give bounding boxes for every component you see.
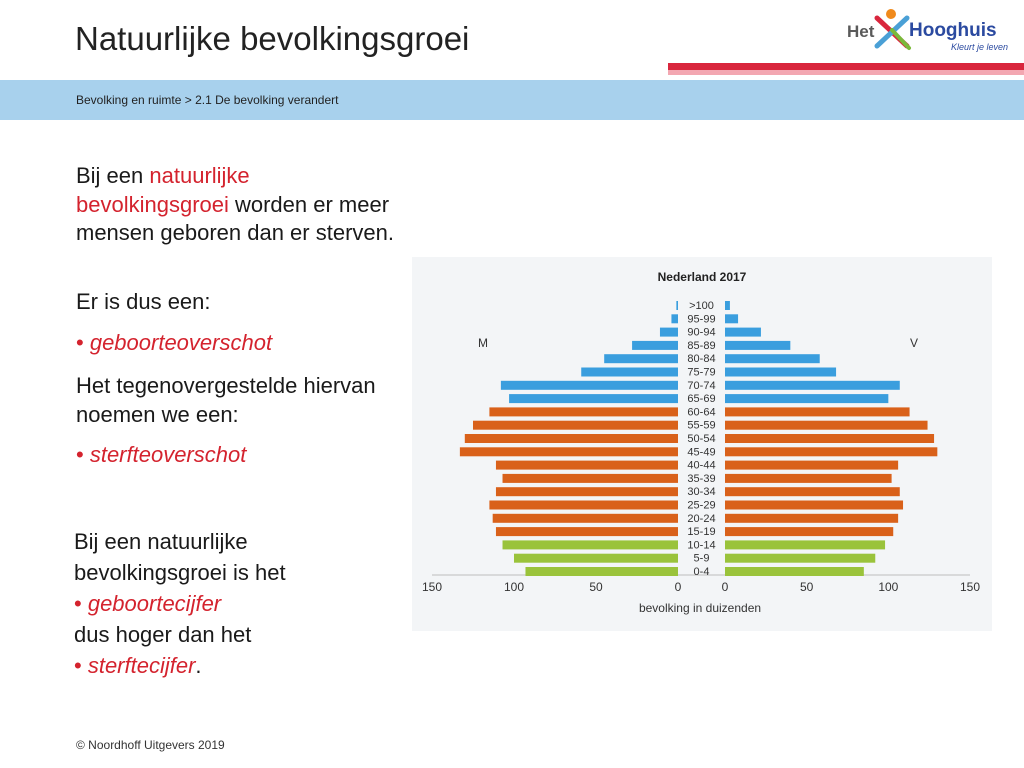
chart-right-label: V [909,336,919,350]
age-group-label: 5-9 [693,552,710,565]
bar-female-50-54 [725,434,934,443]
summary-line-2: bevolkingsgroei is het [74,560,286,585]
bullet-text: geboorteoverschot [89,330,273,355]
age-group-label: 60-64 [687,406,716,419]
bullet-dot: • [76,442,84,467]
logo-person-icon [873,8,913,52]
bar-male-50-54 [465,434,678,443]
age-group-label: 65-69 [687,393,716,406]
bar-male-65-69 [509,394,678,403]
bar-female-5-9 [725,554,875,563]
intro-paragraph [76,162,396,248]
bar-male-5-9 [514,554,678,563]
logo-tagline: Kleurt je leven [951,42,1009,52]
breadcrumb: Bevolking en ruimte > 2.1 De bevolking verandert [76,93,339,107]
summary-paragraph [74,526,286,681]
bullet-geboorteoverschot [76,330,272,356]
age-group-label: 15-19 [687,526,716,539]
bar-female->100 [725,301,730,310]
bar-male-15-19 [496,527,678,536]
age-group-label: 80-84 [687,353,716,366]
summary-line-1: Bij een natuurlijke [74,529,248,554]
bar-male-0-4 [525,567,678,576]
bullet-dot: • [76,330,84,355]
bar-female-40-44 [725,461,898,470]
bar-female-80-84 [725,354,820,363]
chart-title: Nederland 2017 [657,270,747,284]
bullet-dot: • [74,653,82,678]
population-pyramid-chart [412,257,992,631]
age-group-label: 50-54 [687,433,716,445]
bar-male-90-94 [660,328,678,337]
bar-male-35-39 [503,474,678,483]
bar-female-85-89 [725,341,790,350]
bar-female-70-74 [725,381,900,390]
x-tick-left: 150 [421,580,443,594]
age-group-label: 90-94 [687,326,716,339]
bar-female-35-39 [725,474,892,483]
bar-female-60-64 [725,407,910,416]
summary-bullet-geboortecijfer [74,588,286,619]
bar-female-30-34 [725,487,900,496]
age-group-label: 70-74 [687,379,716,392]
chart-x-axis-label: bevolking in duizenden [638,601,762,615]
age-group-label: 45-49 [687,446,716,459]
summary-end: . [195,653,202,678]
age-group-label: 25-29 [687,499,716,512]
bullet-text: sterfteoverschot [89,442,247,467]
bar-male->100 [676,301,678,310]
bar-female-25-29 [725,501,903,510]
bar-male-75-79 [581,368,678,377]
intro-highlight: natuurlijke bevolkingsgroei [76,163,250,217]
bullet-dot: • [74,591,82,616]
chart-left-label: M [478,336,488,350]
age-group-label: 85-89 [687,339,716,352]
breadcrumb-banner [0,80,1024,120]
bar-female-20-24 [725,514,898,523]
age-group-label: 35-39 [687,472,716,485]
age-group-label: 20-24 [687,512,716,525]
bar-female-55-59 [725,421,928,430]
age-group-label: 0-4 [693,566,710,578]
age-group-label: 95-99 [687,313,716,326]
bar-male-25-29 [489,501,678,510]
bar-male-95-99 [671,314,678,323]
school-logo [845,8,1015,58]
bar-female-45-49 [725,447,937,456]
bar-female-10-14 [725,540,885,549]
tegenovergestelde-text: Het tegenovergestelde hiervan noemen we een: [76,373,376,427]
bar-male-30-34 [496,487,678,496]
logo-name-text: Hooghuis [909,20,997,41]
bar-male-70-74 [501,381,678,390]
bar-female-90-94 [725,328,761,337]
age-group-label: >100 [689,300,714,312]
page-title: Natuurlijke bevolkingsgroei [75,20,470,57]
x-tick-left: 100 [503,580,525,594]
x-tick-right: 100 [878,580,899,594]
copyright-text: © Noordhoff Uitgevers 2019 [76,738,225,752]
x-tick-right: 50 [799,580,814,594]
x-tick-right: 0 [721,580,729,594]
x-tick-left: 0 [674,580,682,594]
er-is-dus-text: Er is dus een: [76,289,211,314]
summary-line-4: dus hoger dan het [74,622,252,647]
x-tick-right: 150 [959,580,981,594]
bar-male-20-24 [493,514,678,523]
bar-male-10-14 [503,540,678,549]
intro-text-a: Bij een [76,163,150,188]
bar-female-65-69 [725,394,888,403]
bar-female-95-99 [725,314,738,323]
bar-male-55-59 [473,421,678,430]
bar-male-60-64 [489,407,678,416]
bullet-text: geboortecijfer [87,591,222,616]
logo-het-text: Het [847,22,875,41]
age-group-label: 40-44 [687,459,716,472]
age-group-label: 75-79 [687,366,716,379]
bar-male-85-89 [632,341,678,350]
bar-female-0-4 [725,567,864,576]
bullet-sterfteoverschot [76,442,246,468]
header-accent-bar [668,63,1024,75]
age-group-label: 55-59 [687,419,716,432]
bar-male-80-84 [604,354,678,363]
age-group-label: 10-14 [687,539,716,552]
bar-female-15-19 [725,527,893,536]
bar-female-75-79 [725,368,836,377]
x-tick-left: 50 [589,580,603,594]
age-group-label: 30-34 [687,486,716,499]
bar-male-45-49 [460,447,678,456]
intro-text-b: worden er meer mensen geboren dan er sterven. [76,191,394,245]
pyramid-svg [412,257,992,631]
bullet-text: sterftecijfer [87,653,196,678]
bar-male-40-44 [496,461,678,470]
summary-bullet-sterftecijfer [74,650,286,681]
